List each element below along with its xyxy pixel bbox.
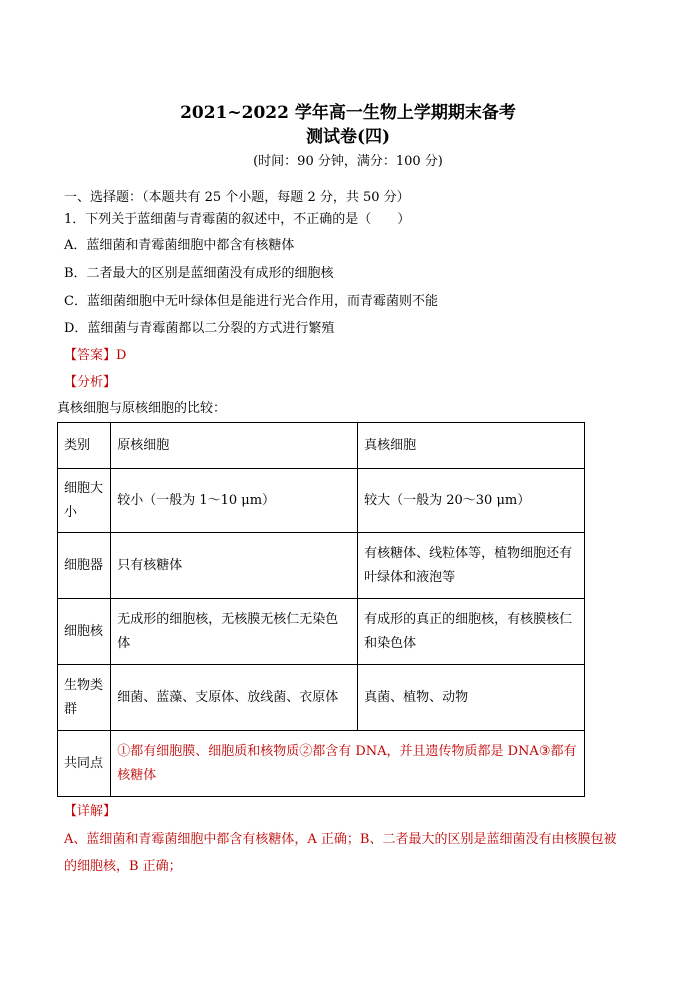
row-label: 细胞核 [58,599,111,665]
table-row [58,665,585,731]
eukaryote-cell: 有成形的真正的细胞核，有核膜核仁和染色体 [358,599,585,665]
eukaryote-cell: 真菌、植物、动物 [358,665,585,731]
row-label: 细胞大小 [58,469,111,533]
row-label: 生物类群 [58,665,111,731]
answer-label: 【答案】 [64,348,117,363]
detail-text: A、蓝细菌和青霉菌细胞中都含有核糖体，A 正确；B、二者最大的区别是蓝细菌没有由核膜包被的细胞核，B 正确； [64,832,617,874]
answer-value: D [116,348,127,363]
eukaryote-cell: 有核糖体、线粒体等，植物细胞还有叶绿体和液泡等 [358,533,585,599]
comparison-table [57,422,585,797]
table-row [58,469,585,533]
prokaryote-cell: 细菌、蓝藻、支原体、放线菌、衣原体 [111,665,358,731]
table-header-row [58,423,585,469]
header-eukaryote: 真核细胞 [358,423,585,469]
option-b: B．二者最大的区别是蓝细菌没有成形的细胞核 [64,266,334,281]
exam-subtitle: 测试卷(四) [305,127,391,147]
table-row [58,533,585,599]
row-label: 细胞器 [58,533,111,599]
exam-time-info: (时间：90 分钟，满分：100 分) [253,154,443,169]
option-a: A．蓝细菌和青霉菌细胞中都含有核糖体 [64,238,295,253]
common-label: 共同点 [58,731,111,797]
table-row [58,599,585,665]
header-category: 类别 [58,423,111,469]
option-c: C．蓝细菌细胞中无叶绿体但是能进行光合作用，而青霉菌则不能 [64,294,438,309]
question-stem: 1．下列关于蓝细菌与青霉菌的叙述中，不正确的是（ ） [64,212,411,227]
exam-title: 2021~2022 学年高一生物上学期期末备考 [180,103,516,123]
prokaryote-cell: 只有核糖体 [111,533,358,599]
table-common-row [58,731,585,797]
eukaryote-cell: 较大（一般为 20～30 μm） [358,469,585,533]
analysis-intro: 真核细胞与原核细胞的比较： [57,401,227,416]
prokaryote-cell: 无成形的细胞核，无核膜无核仁无染色体 [111,599,358,665]
analysis-label: 【分析】 [64,375,117,390]
answer-line [64,344,126,363]
header-prokaryote: 原核细胞 [111,423,358,469]
detail-label: 【详解】 [64,804,117,819]
option-d: D．蓝细菌与青霉菌都以二分裂的方式进行繁殖 [64,321,335,336]
common-text: ①都有细胞膜、细胞质和核物质②都含有 DNA，并且遗传物质都是 DNA③都有核糖体 [111,731,585,797]
prokaryote-cell: 较小（一般为 1～10 μm） [111,469,358,533]
section-heading: 一、选择题：（本题共有 25 个小题，每题 2 分，共 50 分） [64,190,410,205]
